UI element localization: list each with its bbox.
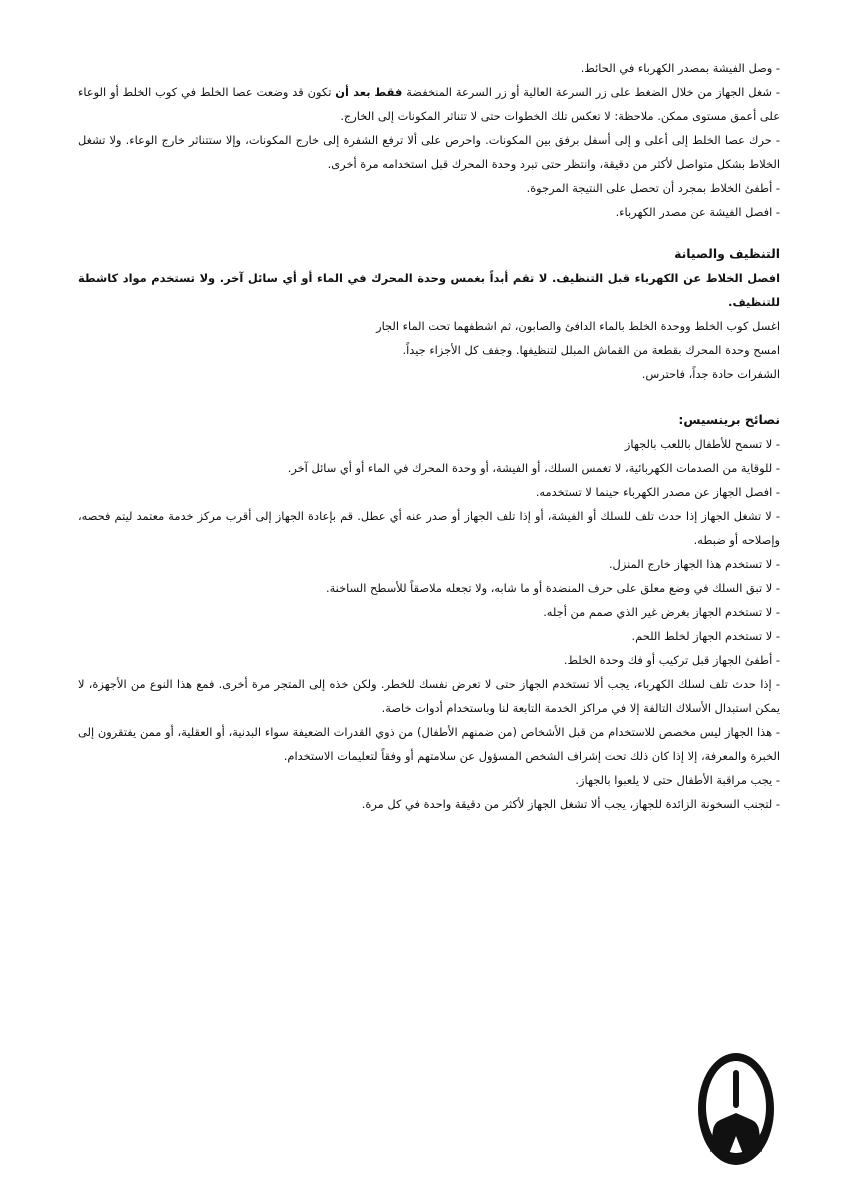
usage-step: - افصل الفيشة عن مصدر الكهرباء. xyxy=(615,205,780,219)
tips-heading: نصائح برينسيس: xyxy=(678,412,780,427)
cleaning-warning: افصل الخلاط عن الكهرباء قبل التنظيف. لا تقم أبداً بغمس وحدة المحرك في الماء أو أي سائل آخر. ولا تستخدم مواد كاشطة للتنظيف. xyxy=(78,271,780,309)
tips-section xyxy=(78,408,780,816)
usage-step: - وصل الفيشة بمصدر الكهرباء في الحائط. xyxy=(580,61,780,75)
logo-stem xyxy=(733,1070,739,1108)
tip-item: - لا تشغل الجهاز إذا حدث تلف للسلك أو الفيشة، أو إذا تلف الجهاز أو صدر عنه أي عطل. قم بإعادة الجهاز إلى أقرب مركز خدمة معتمد ليتم فحصه، وإصلاحه أو ضبطه. xyxy=(78,509,780,547)
usage-step: - حرك عصا الخلط إلى أعلى و إلى أسفل برفق بين المكونات. واحرص على ألا ترفع الشفرة إلى خارج المكونات، وإلا ستتناثر خارج الوعاء. ولا تشغل الخلاط بشكل متواصل لأكثر من دقيقة، وانتظر حتى تبرد وحدة المحرك قبل استخدامه مرة أخرى. xyxy=(78,133,780,171)
usage-step: - أطفئ الخلاط بمجرد أن تحصل على النتيجة المرجوة. xyxy=(526,181,780,195)
tip-item: - لا تستخدم الجهاز لخلط اللحم. xyxy=(631,629,780,643)
usage-step xyxy=(78,80,780,128)
usage-steps xyxy=(78,56,780,224)
tip-item: - إذا حدث تلف لسلك الكهرباء، يجب ألا تستخدم الجهاز حتى لا تعرض نفسك للخطر. ولكن خذه إلى المتجر مرة أخرى. فمع هذا النوع من الأجهزة، لا يمكن استبدال الأسلاك التالفة إلا في مراكز الخدمة التابعة لنا وباستخدام أدوات خاصة. xyxy=(78,677,780,715)
manual-page xyxy=(78,56,780,816)
usage-step-emphasis: بعد أن xyxy=(335,85,371,99)
tip-item: - لا تستخدم هذا الجهاز خارج المنزل. xyxy=(608,557,780,571)
tip-item: - أطفئ الجهاز قبل تركيب أو فك وحدة الخلط. xyxy=(563,653,780,667)
tip-item: - هذا الجهاز ليس مخصص للاستخدام من قبل الأشخاص (من ضمنهم الأطفال) من ذوي القدرات الضعيفة سواء البدنية، أو العقلية، أو ممن يفتقرون إلى الخبرة والمعرفة، إلا إذا كان ذلك تحت إشراف الشخص المسؤول عن سلامتهم أو وفقاً لتعليمات الاستخدام. xyxy=(78,725,780,763)
princess-crown-logo-icon xyxy=(696,1050,776,1168)
usage-step-text: تكون قد وضعت عصا الخلط في كوب الخلط أو الوعاء على أعمق مستوى ممكن. ملاحظة: لا تعكس تلك الخطوات حتى لا تتناثر المكونات إلى الخارج. xyxy=(78,85,780,123)
cleaning-section xyxy=(78,242,780,386)
tip-item: - لا تستخدم الجهاز بغرض غير الذي صمم من أجله. xyxy=(543,605,780,619)
usage-step-emphasis: فقط xyxy=(374,85,403,99)
cleaning-line: امسح وحدة المحرك بقطعة من القماش المبلل لتنظيفها. وجفف كل الأجزاء جيداً. xyxy=(402,343,780,357)
cleaning-line: الشفرات حادة جداً، فاحترس. xyxy=(641,367,780,381)
tip-item: - يجب مراقبة الأطفال حتى لا يلعبوا بالجهاز. xyxy=(575,773,780,787)
tip-item: - افصل الجهاز عن مصدر الكهرباء حينما لا تستخدمه. xyxy=(535,485,780,499)
tip-item: - لا تسمح للأطفال باللعب بالجهاز xyxy=(624,437,780,451)
tip-item: - لتجنب السخونة الزائدة للجهاز، يجب ألا تشغل الجهاز لأكثر من دقيقة واحدة في كل مرة. xyxy=(361,797,780,811)
cleaning-line: اغسل كوب الخلط ووحدة الخلط بالماء الدافئ والصابون، ثم اشطفهما تحت الماء الجار xyxy=(376,319,780,333)
cleaning-heading: التنظيف والصيانة xyxy=(674,246,780,261)
usage-step-text: - شغل الجهاز من خلال الضغط على زر السرعة العالية أو زر السرعة المنخفضة xyxy=(402,85,780,99)
tip-item: - للوقاية من الصدمات الكهربائية، لا تغمس السلك، أو الفيشة، أو وحدة المحرك في الماء أو أي سائل آخر. xyxy=(287,461,780,475)
tip-item: - لا تبق السلك في وضع معلق على حرف المنضدة أو ما شابه، ولا تجعله ملاصقاً للأسطح الساخنة. xyxy=(325,581,780,595)
